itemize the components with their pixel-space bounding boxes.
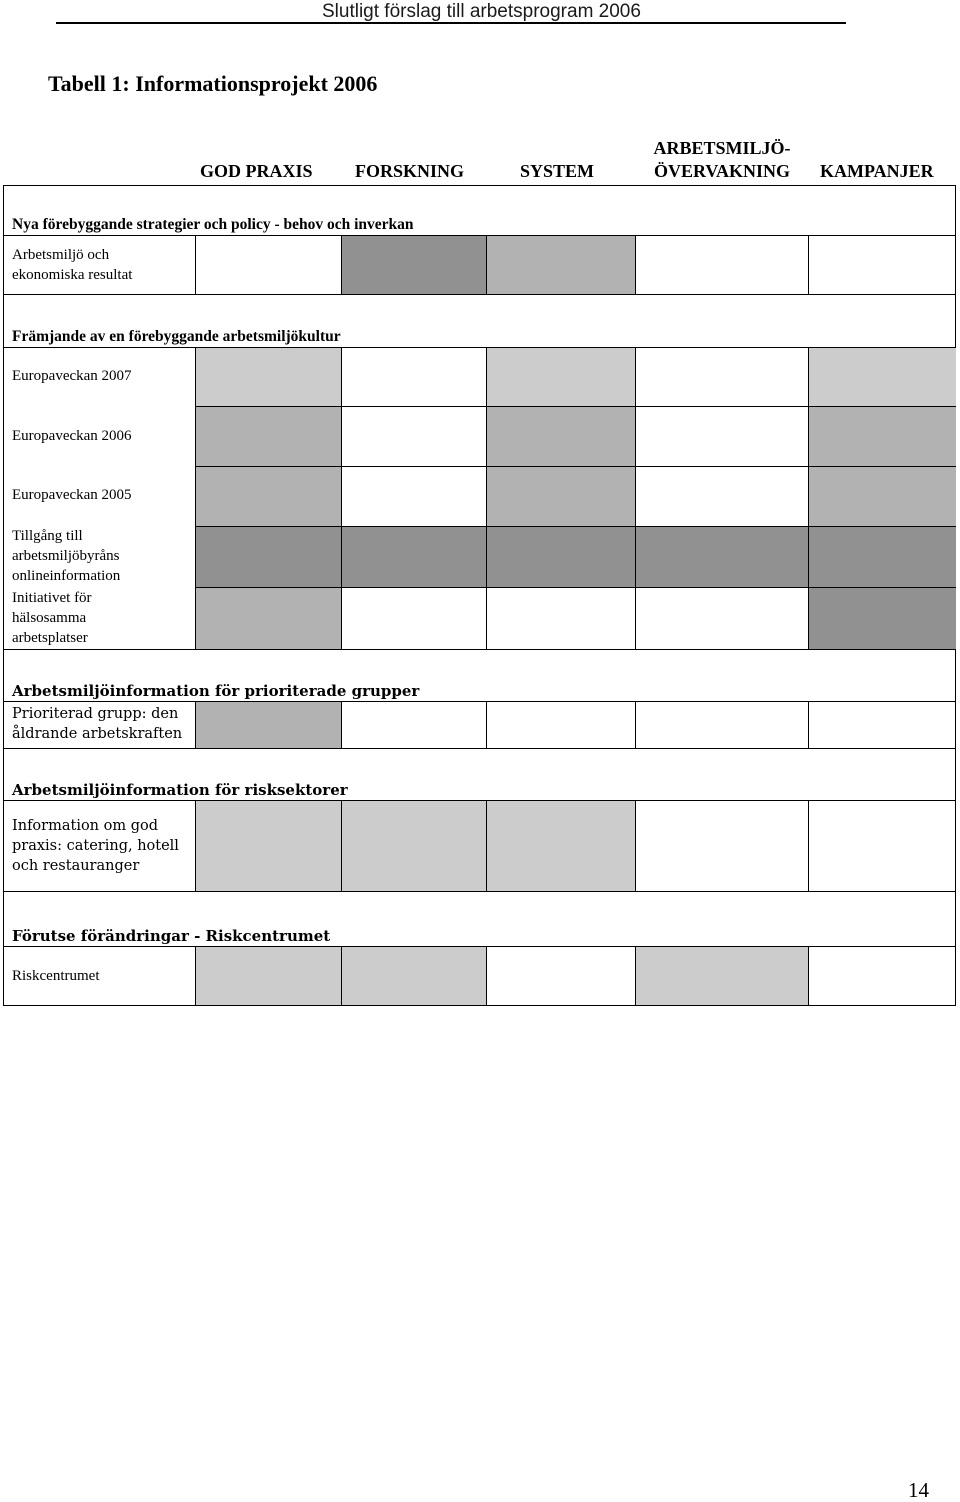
- cell-rule: [195, 649, 956, 650]
- column-header-arbetsmiljo-line1: ARBETSMILJÖ-: [653, 138, 791, 158]
- table-cell: [342, 348, 486, 406]
- cell-rule: [195, 406, 956, 407]
- row-label-riskcentrumet: Riskcentrumet: [12, 968, 100, 984]
- column-rule: [195, 526, 196, 587]
- row-label-god-praxis-catering: Information om god praxis: catering, hotell och restauranger: [12, 818, 179, 874]
- cell-rule: [195, 466, 956, 467]
- table-cell: [196, 467, 341, 526]
- row-label-onlineinformation: Tillgång till arbetsmiljöbyråns onlineinformation: [12, 528, 121, 584]
- column-rule: [195, 347, 196, 406]
- table-cell: [196, 407, 341, 466]
- column-rule: [486, 347, 487, 406]
- page-title: Tabell 1: Informationsprojekt 2006: [48, 71, 378, 96]
- column-rule: [808, 466, 809, 526]
- cell-rule: [195, 526, 956, 527]
- column-rule: [195, 587, 196, 649]
- section-title-strategier: Nya förebyggande strategier och policy - behov och inverkan: [12, 216, 414, 233]
- cell-rule: [195, 891, 956, 892]
- column-rule: [635, 406, 636, 466]
- table-cell: [636, 702, 808, 748]
- table-cell: [809, 588, 956, 649]
- column-header-god-praxis: GOD PRAXIS: [200, 161, 313, 181]
- column-rule: [808, 235, 809, 294]
- column-rule: [486, 800, 487, 891]
- column-rule: [635, 526, 636, 587]
- table-cell: [487, 348, 635, 406]
- table-cell: [487, 588, 635, 649]
- table-cell: [196, 527, 341, 587]
- cell-rule: [195, 1005, 956, 1006]
- table-cell: [196, 801, 341, 891]
- column-rule: [635, 587, 636, 649]
- column-rule: [808, 946, 809, 1005]
- column-rule: [486, 406, 487, 466]
- column-rule: [635, 235, 636, 294]
- row-label-europaveckan-2005: Europaveckan 2005: [12, 487, 132, 503]
- table-cell: [809, 348, 956, 406]
- section-title-kultur: Främjande av en förebyggande arbetsmiljökultur: [12, 328, 341, 345]
- column-rule: [808, 347, 809, 406]
- cell-rule: [195, 800, 956, 801]
- table-cell: [809, 467, 956, 526]
- column-rule: [486, 466, 487, 526]
- table-cell: [342, 467, 486, 526]
- table-cell: [636, 467, 808, 526]
- table-cell: [487, 801, 635, 891]
- section-title-risksektorer: Arbetsmiljöinformation för risksektorer: [12, 781, 348, 799]
- column-rule: [195, 800, 196, 891]
- cell-rule: [195, 946, 956, 947]
- column-header-kampanjer: KAMPANJER: [820, 161, 934, 181]
- row-label-arbetsmiljo-ekonomi: Arbetsmiljö och ekonomiska resultat: [12, 247, 133, 283]
- column-rule: [341, 587, 342, 649]
- table-cell: [487, 467, 635, 526]
- table-cell: [196, 947, 341, 1005]
- cell-rule: [195, 587, 956, 588]
- table-cell: [342, 236, 486, 294]
- table-cell: [636, 527, 808, 587]
- column-rule: [635, 347, 636, 406]
- table-cell: [809, 527, 956, 587]
- column-header-arbetsmiljo-line2: ÖVERVAKNING: [653, 161, 791, 181]
- table-cell: [809, 236, 956, 294]
- column-rule: [341, 347, 342, 406]
- row-label-europaveckan-2006: Europaveckan 2006: [12, 428, 132, 444]
- table-cell: [487, 407, 635, 466]
- cell-rule: [195, 748, 956, 749]
- page-number: 14: [908, 1478, 929, 1502]
- table-cell: [342, 407, 486, 466]
- column-rule: [341, 406, 342, 466]
- column-rule: [195, 701, 196, 748]
- table-cell: [196, 236, 341, 294]
- column-rule: [341, 946, 342, 1005]
- column-rule: [195, 946, 196, 1005]
- column-rule: [486, 526, 487, 587]
- header-rule: [56, 22, 846, 24]
- column-rule: [808, 701, 809, 748]
- row-label-europaveckan-2007: Europaveckan 2007: [12, 368, 132, 384]
- column-rule: [486, 587, 487, 649]
- column-rule: [635, 701, 636, 748]
- column-rule: [195, 466, 196, 526]
- table-cell: [636, 407, 808, 466]
- column-rule: [808, 587, 809, 649]
- column-rule: [486, 946, 487, 1005]
- column-rule: [341, 466, 342, 526]
- table-cell: [196, 702, 341, 748]
- cell-rule: [195, 701, 956, 702]
- table-cell: [342, 588, 486, 649]
- column-rule: [635, 946, 636, 1005]
- header-text: Slutligt förslag till arbetsprogram 2006: [322, 1, 641, 22]
- table-cell: [636, 947, 808, 1005]
- column-header-forskning: FORSKNING: [355, 161, 465, 181]
- column-rule: [486, 235, 487, 294]
- table-cell: [487, 527, 635, 587]
- column-rule: [195, 235, 196, 294]
- table-cell: [487, 947, 635, 1005]
- column-rule: [486, 701, 487, 748]
- cell-rule: [195, 235, 956, 236]
- column-rule: [195, 406, 196, 466]
- row-label-aldrande-arbetskraften: Prioriterad grupp: den åldrande arbetskraften: [12, 706, 183, 742]
- table-cell: [342, 801, 486, 891]
- table-cell: [809, 702, 956, 748]
- table-cell: [487, 702, 635, 748]
- cell-rule: [195, 294, 956, 295]
- column-rule: [341, 526, 342, 587]
- column-rule: [635, 800, 636, 891]
- table-cell: [809, 947, 956, 1005]
- column-rule: [341, 235, 342, 294]
- column-rule: [341, 701, 342, 748]
- table-cell: [487, 236, 635, 294]
- table-cell: [636, 801, 808, 891]
- table-cell: [196, 588, 341, 649]
- table-cell: [636, 348, 808, 406]
- column-rule: [808, 526, 809, 587]
- section-title-prioriterade-grupper: Arbetsmiljöinformation för prioriterade grupper: [12, 682, 420, 700]
- row-label-halsosamma-arbetsplatser: Initiativet för hälsosamma arbetsplatser: [12, 590, 92, 646]
- table-cell: [809, 801, 956, 891]
- column-rule: [635, 466, 636, 526]
- column-header-system: SYSTEM: [520, 161, 595, 181]
- table-cell: [636, 236, 808, 294]
- section-title-riskcentrumet: Förutse förändringar - Riskcentrumet: [12, 927, 331, 945]
- column-rule: [341, 800, 342, 891]
- table-cell: [809, 407, 956, 466]
- column-rule: [808, 406, 809, 466]
- table-cell: [342, 702, 486, 748]
- column-rule: [808, 800, 809, 891]
- table-cell: [342, 947, 486, 1005]
- cell-rule: [195, 347, 956, 348]
- table-cell: [196, 348, 341, 406]
- table-cell: [342, 527, 486, 587]
- table-cell: [636, 588, 808, 649]
